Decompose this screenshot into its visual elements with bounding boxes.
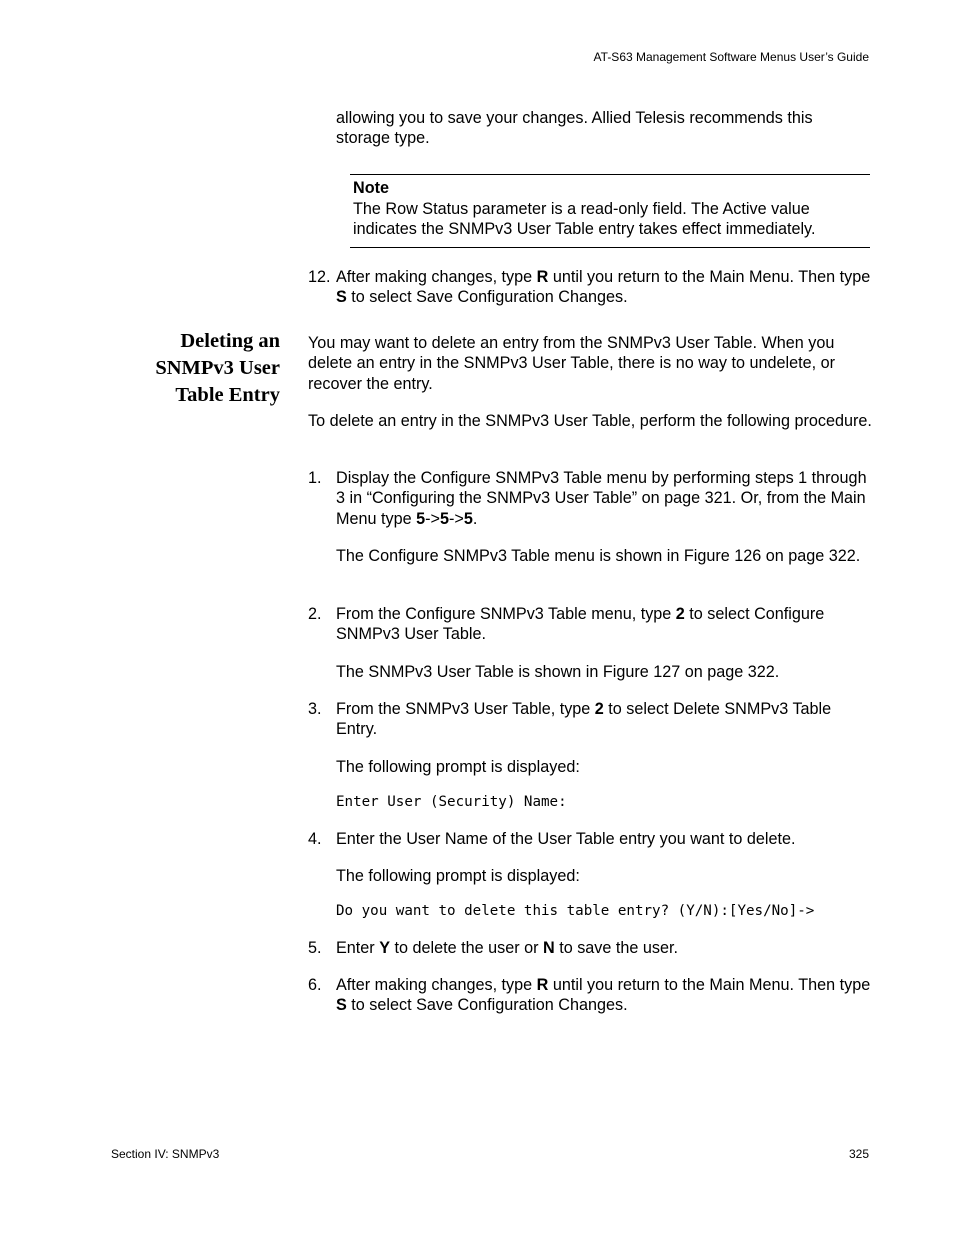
step-text: to select Save Configuration Changes. <box>346 288 628 307</box>
step-text: until you return to the Main Menu. Then type <box>548 268 871 286</box>
step-number: 4. <box>308 830 322 848</box>
step-number: 5. <box>308 939 322 957</box>
step-text: to save the user. <box>554 939 678 957</box>
heading-line: Table Entry <box>175 384 280 406</box>
step-text: . <box>472 509 478 528</box>
section-paragraph-2: To delete an entry in the SNMPv3 User Table, perform the following procedure. <box>308 412 872 430</box>
arrow-text: -> <box>425 509 440 528</box>
section-heading <box>155 328 280 409</box>
step-text: After making changes, type <box>336 268 537 286</box>
step-text: to delete the user or <box>390 939 543 957</box>
step-text: to select Save Configuration Changes. <box>346 996 628 1015</box>
step-text: to select Configure SNMPv3 User Table. <box>336 605 825 644</box>
arrow-text: -> <box>448 509 464 528</box>
key-5: 5 <box>439 509 449 528</box>
key-2: 2 <box>675 605 685 623</box>
step-text: Enter <box>336 939 380 957</box>
intro-paragraph: allowing you to save your changes. Allied Telesis recommends this storage type. <box>336 109 813 148</box>
step-text: Enter the User Name of the User Table entry you want to delete. <box>336 830 796 848</box>
step-1-followup: The Configure SNMPv3 Table menu is shown in Figure 126 on page 322. <box>336 547 861 565</box>
heading-line: SNMPv3 User <box>155 357 280 379</box>
key-s: S <box>336 996 347 1015</box>
footer-section: Section IV: SNMPv3 <box>111 1147 220 1161</box>
step-4-followup: The following prompt is displayed: <box>336 867 580 885</box>
key-5: 5 <box>463 509 473 528</box>
heading-line: Deleting an <box>180 330 280 352</box>
prompt-code: Enter User (Security) Name: <box>336 794 567 810</box>
prompt-code: Do you want to delete this table entry? (Y/N):[Yes/No]-> <box>336 903 815 919</box>
step-number: 12. <box>308 268 331 286</box>
key-5: 5 <box>416 509 426 528</box>
step-number: 6. <box>308 976 322 994</box>
key-r: R <box>536 268 549 286</box>
step-number: 2. <box>308 605 322 623</box>
step-text: to select Delete SNMPv3 Table Entry. <box>336 700 832 739</box>
step-text: From the Configure SNMPv3 Table menu, type <box>336 605 676 623</box>
note-box <box>350 174 870 248</box>
step-3-followup: The following prompt is displayed: <box>336 758 580 776</box>
step-text: Display the Configure SNMPv3 Table menu by performing steps 1 through 3 in “Configuring the SNMPv3 User Table” on page 321. Or, from the Main Menu type <box>336 469 867 528</box>
key-r: R <box>536 976 549 994</box>
step-2-followup: The SNMPv3 User Table is shown in Figure 127 on page 322. <box>336 663 780 681</box>
step-number: 3. <box>308 700 322 718</box>
key-s: S <box>336 288 347 307</box>
step-text: From the SNMPv3 User Table, type <box>336 700 595 718</box>
note-label: Note <box>353 179 389 197</box>
note-text: The Row Status parameter is a read-only field. The Active value indicates the SNMPv3 User Table entry takes effect immediately. <box>353 200 816 239</box>
key-2: 2 <box>594 700 604 718</box>
key-y: Y <box>379 939 391 957</box>
section-paragraph-1: You may want to delete an entry from the SNMPv3 User Table. When you delete an entry in the SNMPv3 User Table, there is no way to undelete, or recover the entry. <box>308 334 835 393</box>
page-number: 325 <box>848 1147 869 1161</box>
key-n: N <box>543 939 555 957</box>
step-text: After making changes, type <box>336 976 537 994</box>
step-text: until you return to the Main Menu. Then type <box>548 976 871 994</box>
running-header: AT-S63 Management Software Menus User’s Guide <box>593 50 869 64</box>
step-number: 1. <box>308 469 322 487</box>
